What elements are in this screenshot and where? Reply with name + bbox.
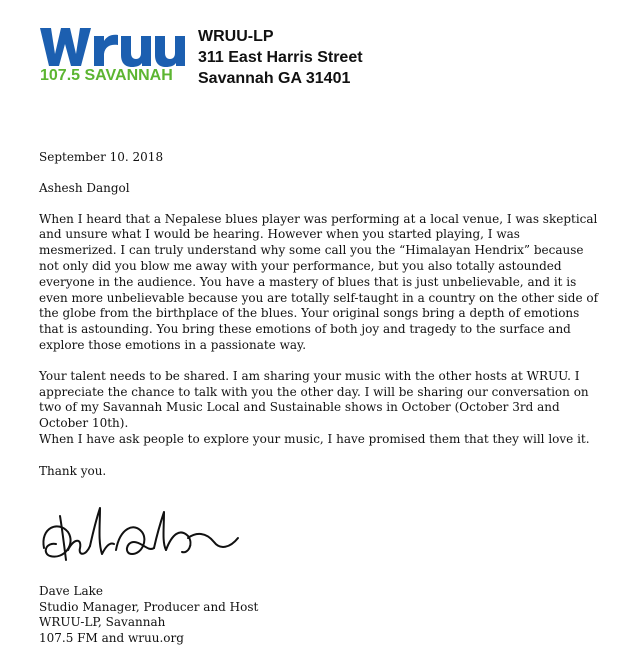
letter-date: September 10. 2018 xyxy=(39,150,164,164)
signer-name: Dave Lake xyxy=(39,584,103,598)
letter-closing: Thank you. xyxy=(39,463,107,478)
letter-paragraph-2: Your talent needs to be shared. I am sharing your music with the other hosts at WRUU. I appreciate the chance to talk with you the other day. I will be sharing our conversation on two of my Savannah Music Local and Sustainable shows in October (October 3rd and October 10th). xyxy=(39,368,589,431)
station-logo xyxy=(38,20,188,90)
signature-block xyxy=(39,584,258,646)
letter-body xyxy=(39,150,601,480)
station-name: WRUU-LP xyxy=(198,28,274,45)
letter-paragraph-3: When I have ask people to explore your music, I have promised them that they will love it. xyxy=(39,431,590,446)
letter-paragraph-1: When I heard that a Nepalese blues player was performing at a local venue, I was skeptical and unsure what I would be hearing. However when you started playing, I was mesmerized. I can truly understand why some call you the “Himalayan Hendrix” because not only did you blow me away with your performance, but you also totally astounded everyone in the audience. You have a mastery of blues that is just unbelievable, and it is even more unbelievable because you are totally self-taught in a country on the other side of the globe from the birthplace of the blues. Your original songs bring a depth of emotions that is astounding. You bring these emotions of both joy and tragedy to the surface and explore those emotions in a passionate way. xyxy=(39,211,599,352)
signer-contact: 107.5 FM and wruu.org xyxy=(39,630,184,645)
station-street: 311 East Harris Street xyxy=(198,49,363,66)
logo-tagline: 107.5 SAVANNAH xyxy=(40,67,173,84)
station-city: Savannah GA 31401 xyxy=(198,70,351,87)
signer-title: Studio Manager, Producer and Host xyxy=(39,599,259,614)
wruu-wordmark-logo xyxy=(38,20,188,70)
letter-recipient: Ashesh Dangol xyxy=(39,180,130,195)
handwritten-signature xyxy=(38,498,243,568)
station-address xyxy=(198,26,363,89)
signer-org: WRUU-LP, Savannah xyxy=(39,615,166,630)
